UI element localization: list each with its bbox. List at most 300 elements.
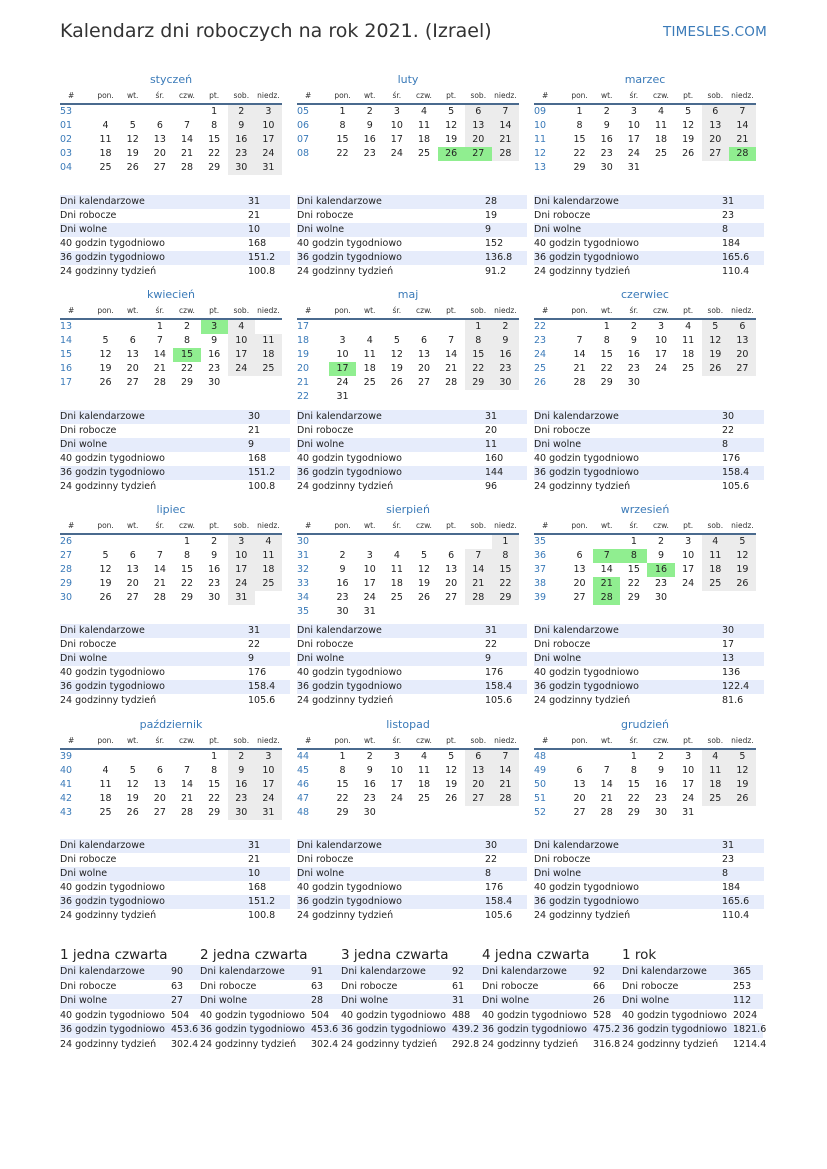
day-cell: 22 bbox=[208, 793, 221, 804]
page-title: Kalendarz dni roboczych na rok 2021. (Izrael) bbox=[60, 20, 492, 42]
day-cell: 6 bbox=[420, 335, 428, 346]
day-cell: 6 bbox=[129, 550, 136, 561]
day-cell bbox=[410, 605, 437, 619]
day-cell: 16 bbox=[600, 134, 613, 145]
day-cell bbox=[492, 806, 519, 820]
day-cell bbox=[92, 749, 119, 764]
day-cell: 17 bbox=[255, 778, 282, 792]
stat-label: Dni kalendarzowe bbox=[482, 966, 567, 977]
weekday-header: pon. bbox=[566, 733, 593, 749]
stat-value: 9 bbox=[485, 653, 492, 664]
stat-value: 10 bbox=[248, 224, 261, 235]
day-cell: 29 bbox=[180, 377, 194, 388]
day-cell: 20 bbox=[702, 133, 729, 147]
stat-row bbox=[200, 1009, 341, 1024]
week-number: 27 bbox=[60, 550, 73, 561]
day-cell: 3 bbox=[339, 335, 346, 346]
week-number: 28 bbox=[60, 564, 73, 575]
day-cell: 23 bbox=[627, 363, 640, 374]
stat-label: Dni wolne bbox=[60, 653, 108, 664]
stat-value: 26 bbox=[593, 995, 606, 1006]
day-cell: 12 bbox=[126, 779, 139, 790]
week-number: 22 bbox=[297, 391, 310, 402]
weekday-header: sob. bbox=[702, 518, 729, 534]
day-cell bbox=[566, 534, 593, 549]
weekday-header: sob. bbox=[702, 88, 729, 104]
day-cell: 31 bbox=[336, 391, 349, 402]
weekday-header: niedz. bbox=[492, 518, 519, 534]
day-cell: 4 bbox=[393, 550, 400, 561]
day-cell: 13 bbox=[153, 779, 166, 790]
day-cell: 6 bbox=[465, 104, 492, 119]
day-cell: 10 bbox=[682, 765, 695, 776]
day-cell: 24 bbox=[336, 377, 349, 388]
day-cell: 28 bbox=[492, 147, 519, 161]
month-stats bbox=[297, 624, 527, 708]
weekday-header: wt. bbox=[356, 518, 383, 534]
stat-value: 20 bbox=[485, 425, 498, 436]
month-stats bbox=[534, 839, 764, 923]
week-number-header: # bbox=[60, 88, 92, 104]
week-number: 50 bbox=[534, 779, 547, 790]
day-cell: 22 bbox=[627, 793, 640, 804]
brand-link[interactable]: TIMESLES.COM bbox=[663, 24, 767, 40]
stat-label: 40 godzin tygodniowo bbox=[200, 1009, 305, 1021]
stat-label: Dni kalendarzowe bbox=[60, 840, 145, 851]
day-cell: 16 bbox=[627, 349, 640, 360]
weekday-header: sob. bbox=[228, 518, 255, 534]
day-cell: 10 bbox=[336, 349, 349, 360]
day-cell: 25 bbox=[99, 807, 112, 818]
stat-label: 24 godzinny tydzień bbox=[534, 695, 631, 706]
week-number: 17 bbox=[60, 377, 73, 388]
stat-label: 36 godzin tygodniowo bbox=[200, 1024, 305, 1035]
day-cell: 7 bbox=[156, 335, 163, 346]
stat-label: 40 godzin tygodniowo bbox=[534, 453, 639, 464]
stat-value: 91 bbox=[311, 966, 324, 977]
stat-value: 31 bbox=[452, 995, 465, 1006]
stat-label: Dni robocze bbox=[534, 210, 591, 221]
stat-label: Dni wolne bbox=[297, 439, 345, 450]
day-cell: 5 bbox=[393, 335, 400, 346]
day-cell: 22 bbox=[465, 362, 492, 376]
stat-value: 31 bbox=[722, 196, 735, 207]
stat-row bbox=[534, 895, 764, 909]
day-cell: 29 bbox=[573, 162, 586, 173]
day-cell: 27 bbox=[445, 592, 458, 603]
stat-row bbox=[297, 195, 527, 209]
stat-value: 105.6 bbox=[485, 910, 513, 921]
day-cell: 6 bbox=[576, 550, 583, 561]
day-cell bbox=[566, 319, 593, 334]
week-number: 01 bbox=[60, 120, 73, 131]
stat-label: 36 godzin tygodniowo bbox=[341, 1024, 446, 1035]
day-cell: 26 bbox=[438, 147, 465, 161]
day-cell: 6 bbox=[576, 765, 583, 776]
stat-label: 40 godzin tygodniowo bbox=[60, 667, 165, 678]
day-cell: 2 bbox=[492, 319, 519, 334]
day-cell: 8 bbox=[211, 765, 218, 776]
day-cell: 16 bbox=[208, 564, 221, 575]
weekday-header: wt. bbox=[119, 518, 146, 534]
stat-label: 40 godzin tygodniowo bbox=[534, 882, 639, 893]
day-cell: 23 bbox=[600, 148, 613, 159]
day-cell bbox=[566, 749, 593, 764]
day-cell: 10 bbox=[627, 120, 640, 131]
weekday-header: pt. bbox=[438, 303, 465, 319]
day-cell: 2 bbox=[211, 536, 218, 547]
day-cell: 15 bbox=[573, 134, 586, 145]
week-number: 35 bbox=[534, 536, 547, 547]
stat-value: 253 bbox=[733, 980, 752, 992]
month-stats bbox=[60, 410, 290, 494]
weekday-header: sob. bbox=[228, 303, 255, 319]
stat-label: Dni kalendarzowe bbox=[297, 411, 382, 422]
stat-row bbox=[534, 410, 764, 424]
stat-label: 24 godzinny tydzień bbox=[297, 910, 394, 921]
weekday-header: śr. bbox=[620, 518, 647, 534]
week-row bbox=[60, 319, 282, 334]
week-row bbox=[60, 591, 282, 605]
day-cell: 8 bbox=[492, 549, 519, 563]
stat-label: Dni kalendarzowe bbox=[297, 840, 382, 851]
weekday-header: pon. bbox=[329, 303, 356, 319]
weekday-header: niedz. bbox=[255, 733, 282, 749]
day-cell: 1 bbox=[339, 751, 346, 762]
stat-row bbox=[622, 1038, 767, 1053]
month-calendar bbox=[534, 717, 756, 820]
stat-label: Dni robocze bbox=[297, 854, 354, 865]
stat-label: Dni robocze bbox=[482, 980, 539, 992]
stat-label: Dni kalendarzowe bbox=[200, 966, 285, 977]
stat-label: 24 godzinny tydzień bbox=[60, 266, 157, 277]
day-cell: 17 bbox=[363, 578, 376, 589]
stat-value: 8 bbox=[722, 439, 729, 450]
stat-row bbox=[297, 867, 527, 881]
stat-value: 90 bbox=[171, 966, 184, 977]
quarter-title: 2 jedna czwarta bbox=[200, 947, 308, 963]
weekday-header: czw. bbox=[410, 733, 437, 749]
stat-row bbox=[60, 624, 290, 638]
stat-label: 24 godzinny tydzień bbox=[60, 481, 157, 492]
day-cell: 18 bbox=[417, 134, 431, 145]
day-cell: 14 bbox=[180, 134, 194, 145]
day-cell: 1 bbox=[465, 319, 492, 334]
week-number: 23 bbox=[534, 335, 547, 346]
week-row bbox=[534, 591, 756, 605]
day-cell: 30 bbox=[627, 377, 640, 388]
week-row bbox=[297, 119, 519, 133]
stat-row bbox=[534, 680, 764, 694]
stat-row bbox=[297, 853, 527, 867]
quarter-title: 3 jedna czwarta bbox=[341, 947, 449, 963]
day-cell: 18 bbox=[417, 779, 431, 790]
stat-value: 31 bbox=[248, 196, 261, 207]
day-cell: 4 bbox=[102, 765, 109, 776]
weekday-header: pt. bbox=[201, 303, 228, 319]
stat-row bbox=[60, 480, 290, 494]
month-name: lipiec bbox=[156, 503, 186, 516]
week-row bbox=[297, 549, 519, 563]
day-cell: 10 bbox=[363, 564, 376, 575]
day-cell bbox=[593, 749, 620, 764]
stat-value: 488 bbox=[452, 1009, 471, 1021]
day-cell: 25 bbox=[390, 592, 403, 603]
day-cell: 15 bbox=[336, 779, 349, 790]
day-cell: 1 bbox=[183, 536, 191, 547]
day-cell: 1 bbox=[630, 751, 637, 762]
day-cell bbox=[92, 534, 119, 549]
stat-row bbox=[297, 452, 527, 466]
day-cell: 21 bbox=[492, 778, 519, 792]
stat-row bbox=[297, 881, 527, 895]
month-calendar bbox=[297, 287, 519, 404]
stat-row bbox=[297, 694, 527, 708]
day-cell: 18 bbox=[255, 563, 282, 577]
quarter-summary-block bbox=[200, 945, 341, 1052]
day-cell: 24 bbox=[363, 592, 376, 603]
day-cell: 26 bbox=[682, 148, 695, 159]
month-name: grudzień bbox=[620, 718, 670, 731]
stat-row bbox=[622, 980, 763, 995]
day-cell: 5 bbox=[129, 120, 136, 131]
day-cell: 27 bbox=[417, 377, 431, 388]
week-number: 11 bbox=[534, 134, 547, 145]
stat-value: 100.8 bbox=[248, 266, 276, 277]
weekday-header: niedz. bbox=[729, 518, 756, 534]
stat-value: 144 bbox=[485, 467, 504, 478]
stat-row bbox=[482, 980, 623, 995]
month-grid bbox=[297, 88, 519, 161]
week-row bbox=[297, 764, 519, 778]
stat-row bbox=[60, 237, 290, 251]
day-cell: 2 bbox=[228, 749, 255, 764]
weekday-header: wt. bbox=[593, 88, 620, 104]
stat-value: 66 bbox=[593, 980, 606, 992]
stat-value: 110.4 bbox=[722, 266, 750, 277]
stat-label: Dni robocze bbox=[622, 980, 679, 992]
weekday-header: sob. bbox=[465, 518, 492, 534]
day-cell: 2 bbox=[339, 550, 346, 561]
stat-value: 292.8 bbox=[452, 1038, 480, 1050]
day-cell: 20 bbox=[573, 578, 586, 589]
day-cell: 21 bbox=[180, 148, 194, 159]
quarter-summary-block bbox=[341, 945, 482, 1052]
day-cell: 10 bbox=[228, 549, 255, 563]
weekday-header: pon. bbox=[566, 518, 593, 534]
week-number: 09 bbox=[534, 106, 547, 117]
stat-label: 40 godzin tygodniowo bbox=[534, 667, 639, 678]
day-cell: 23 bbox=[363, 148, 376, 159]
stat-label: 24 godzinny tydzień bbox=[534, 481, 631, 492]
weekday-header: pt. bbox=[675, 88, 702, 104]
week-row bbox=[534, 764, 756, 778]
month-grid bbox=[60, 733, 282, 820]
month-calendar bbox=[297, 72, 519, 161]
day-cell: 14 bbox=[492, 764, 519, 778]
stat-label: Dni wolne bbox=[297, 224, 345, 235]
stat-row bbox=[60, 1023, 201, 1038]
day-cell: 25 bbox=[417, 793, 431, 804]
day-cell: 3 bbox=[255, 749, 282, 764]
month-calendar bbox=[60, 287, 282, 390]
day-cell: 24 bbox=[255, 147, 282, 161]
stat-value: 17 bbox=[722, 639, 735, 650]
day-cell: 29 bbox=[208, 162, 221, 173]
day-cell: 2 bbox=[366, 751, 373, 762]
day-cell: 23 bbox=[363, 793, 376, 804]
stat-label: Dni kalendarzowe bbox=[297, 625, 382, 636]
year-summary bbox=[622, 945, 767, 1052]
stat-value: 61 bbox=[452, 980, 465, 992]
day-cell: 16 bbox=[363, 779, 376, 790]
weekday-header: pt. bbox=[201, 733, 228, 749]
week-number: 08 bbox=[297, 148, 310, 159]
day-cell: 30 bbox=[600, 162, 613, 173]
day-cell: 24 bbox=[654, 363, 668, 374]
day-cell: 1 bbox=[211, 106, 218, 117]
day-cell: 7 bbox=[576, 335, 583, 346]
month-name: sierpień bbox=[386, 503, 430, 516]
stat-row bbox=[200, 1038, 341, 1053]
stat-value: 105.6 bbox=[248, 695, 276, 706]
day-cell: 26 bbox=[126, 162, 139, 173]
stat-row bbox=[534, 480, 764, 494]
month-grid bbox=[60, 518, 282, 605]
day-cell: 7 bbox=[603, 765, 610, 776]
day-cell: 30 bbox=[654, 592, 668, 603]
day-cell: 17 bbox=[390, 134, 403, 145]
stat-row bbox=[60, 438, 290, 452]
weekday-header: niedz. bbox=[255, 303, 282, 319]
weekday-header: wt. bbox=[119, 733, 146, 749]
weekday-header: wt. bbox=[356, 88, 383, 104]
day-cell: 22 bbox=[208, 148, 221, 159]
stat-value: 475.2 bbox=[593, 1024, 621, 1035]
day-cell: 29 bbox=[208, 807, 221, 818]
stat-value: 165.6 bbox=[722, 896, 750, 907]
stat-label: Dni kalendarzowe bbox=[534, 196, 619, 207]
weekday-header: wt. bbox=[593, 733, 620, 749]
day-cell: 21 bbox=[153, 363, 166, 374]
day-cell: 11 bbox=[702, 549, 729, 563]
week-number: 20 bbox=[297, 363, 310, 374]
stat-value: 176 bbox=[248, 667, 267, 678]
day-cell bbox=[410, 390, 437, 404]
stat-row bbox=[60, 410, 290, 424]
day-cell: 19 bbox=[126, 793, 139, 804]
day-cell: 5 bbox=[420, 550, 428, 561]
week-row bbox=[534, 549, 756, 563]
day-cell: 9 bbox=[211, 335, 218, 346]
stat-value: 151.2 bbox=[248, 467, 276, 478]
month-stats bbox=[60, 839, 290, 923]
weekday-header: sob. bbox=[702, 733, 729, 749]
stat-row bbox=[60, 1009, 201, 1024]
week-number: 07 bbox=[297, 134, 310, 145]
week-number-header: # bbox=[297, 733, 329, 749]
stat-row bbox=[534, 624, 764, 638]
weekday-header: śr. bbox=[620, 303, 647, 319]
stat-label: Dni kalendarzowe bbox=[60, 411, 145, 422]
stat-row bbox=[60, 195, 290, 209]
day-cell: 4 bbox=[657, 106, 665, 117]
week-number: 51 bbox=[534, 793, 547, 804]
stat-row bbox=[297, 265, 527, 279]
stat-value: 504 bbox=[171, 1009, 190, 1021]
day-cell: 27 bbox=[573, 592, 586, 603]
day-cell: 26 bbox=[729, 577, 756, 591]
stat-value: 27 bbox=[171, 995, 184, 1006]
stat-label: 24 godzinny tydzień bbox=[297, 266, 394, 277]
week-row bbox=[534, 376, 756, 390]
weekday-header: pt. bbox=[675, 303, 702, 319]
stat-value: 302.4 bbox=[171, 1038, 199, 1050]
week-number-header: # bbox=[297, 518, 329, 534]
day-cell: 16 bbox=[492, 348, 519, 362]
day-cell: 15 bbox=[627, 779, 640, 790]
stat-label: Dni robocze bbox=[60, 425, 117, 436]
stat-label: 40 godzin tygodniowo bbox=[60, 453, 165, 464]
stat-value: 302.4 bbox=[311, 1038, 339, 1050]
day-cell: 4 bbox=[228, 319, 255, 334]
day-cell: 8 bbox=[339, 120, 346, 131]
day-cell: 12 bbox=[417, 564, 431, 575]
week-number: 40 bbox=[60, 765, 73, 776]
day-cell: 31 bbox=[682, 807, 695, 818]
day-cell: 2 bbox=[657, 536, 665, 547]
weekday-header: pon. bbox=[329, 88, 356, 104]
stat-value: 92 bbox=[593, 966, 606, 977]
weekday-header: sob. bbox=[228, 733, 255, 749]
week-number: 26 bbox=[534, 377, 547, 388]
stat-row bbox=[297, 424, 527, 438]
stat-value: 10 bbox=[248, 868, 261, 879]
day-cell bbox=[438, 534, 465, 549]
week-number: 48 bbox=[297, 807, 310, 818]
day-cell: 25 bbox=[99, 162, 112, 173]
week-row bbox=[297, 577, 519, 591]
week-number-header: # bbox=[60, 733, 92, 749]
day-cell: 30 bbox=[363, 807, 376, 818]
weekday-header: czw. bbox=[410, 303, 437, 319]
stat-row bbox=[60, 265, 290, 279]
day-cell: 7 bbox=[729, 104, 756, 119]
weekday-header: pon. bbox=[92, 518, 119, 534]
month-stats bbox=[297, 195, 527, 279]
day-cell: 12 bbox=[126, 134, 139, 145]
stat-value: 112 bbox=[733, 995, 752, 1006]
weekday-header: czw. bbox=[410, 88, 437, 104]
quarter-summary-block bbox=[482, 945, 623, 1052]
stat-value: 453.6 bbox=[171, 1024, 199, 1035]
day-cell: 23 bbox=[228, 792, 255, 806]
week-number: 26 bbox=[60, 536, 73, 547]
stat-value: 22 bbox=[722, 425, 735, 436]
day-cell: 18 bbox=[682, 349, 695, 360]
week-row bbox=[534, 778, 756, 792]
weekday-header: pon. bbox=[92, 88, 119, 104]
stat-row bbox=[60, 909, 290, 923]
day-cell: 17 bbox=[682, 779, 695, 790]
day-cell: 16 bbox=[228, 133, 255, 147]
day-cell: 11 bbox=[99, 779, 112, 790]
day-cell: 23 bbox=[228, 147, 255, 161]
day-cell: 16 bbox=[647, 563, 674, 577]
month-grid bbox=[534, 733, 756, 820]
day-cell bbox=[383, 605, 410, 619]
stat-row bbox=[482, 1009, 623, 1024]
